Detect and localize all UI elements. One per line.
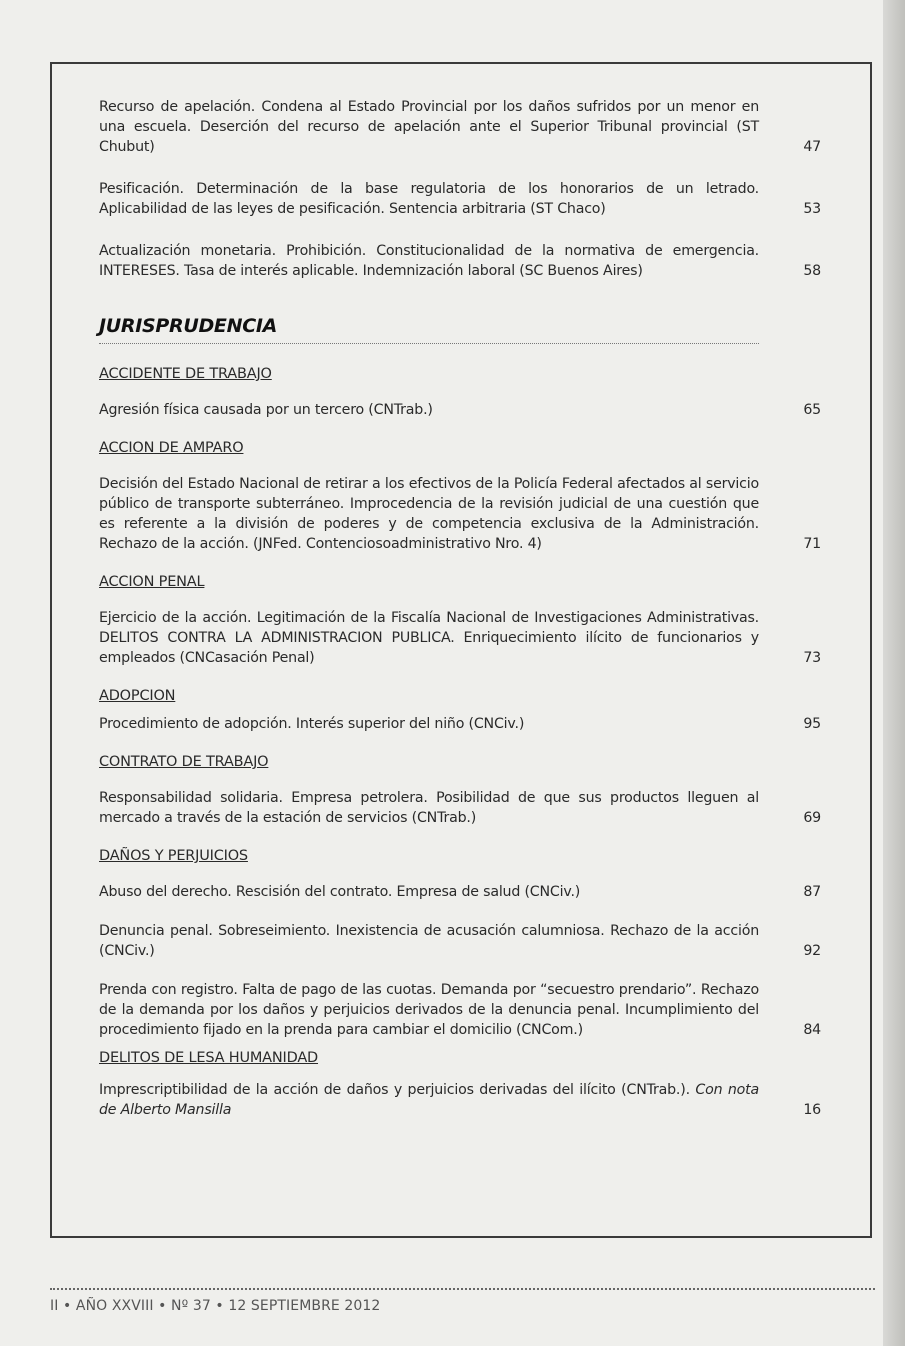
- index-entry: [99, 714, 821, 734]
- page-edge: [883, 0, 905, 1346]
- entry-page-number: 69: [803, 810, 821, 826]
- entry-page-number: 47: [803, 139, 821, 155]
- index-entry: [99, 608, 821, 668]
- entry-text: Procedimiento de adopción. Interés superior del niño (CNCiv.): [99, 716, 525, 732]
- entry-page-number: 73: [803, 650, 821, 666]
- entry-text: Pesificación. Determinación de la base regulatoria de los honorarios de un letrado. Aplicabilidad de las leyes de pesificación. Sentencia arbitraria (ST Chaco): [99, 181, 759, 217]
- section-title: JURISPRUDENCIA: [99, 315, 759, 344]
- entry-page-number: 87: [803, 884, 821, 900]
- category-heading: ACCIDENTE DE TRABAJO: [99, 366, 272, 382]
- entry-page-number: 92: [803, 943, 821, 959]
- entry-text-main: Imprescriptibilidad de la acción de daños y perjuicios derivadas del ilícito (CNTrab.).: [99, 1082, 696, 1098]
- index-entry: [99, 788, 821, 828]
- category-heading: DELITOS DE LESA HUMANIDAD: [99, 1050, 319, 1066]
- index-entry: [99, 400, 821, 420]
- index-frame: [50, 62, 872, 1238]
- entry-page-number: 65: [803, 402, 821, 418]
- index-entry: [99, 179, 821, 219]
- entry-note: Con nota de Alberto Mansilla: [99, 1082, 759, 1118]
- index-content: [99, 97, 821, 1120]
- category-heading: DAÑOS Y PERJUICIOS: [99, 848, 248, 864]
- entry-text: Ejercicio de la acción. Legitimación de la Fiscalía Nacional de Investigaciones Administrativas. DELITOS CONTRA LA ADMINISTRACION PUBLICA. Enriquecimiento ilícito de funcionarios y empleados (CNCasación Penal): [99, 610, 759, 666]
- entry-text: Responsabilidad solidaria. Empresa petrolera. Posibilidad de que sus productos lleguen al mercado a través de la estación de servicios (CNTrab.): [99, 790, 759, 826]
- category-heading: ACCION DE AMPARO: [99, 440, 244, 456]
- entry-text: Recurso de apelación. Condena al Estado Provincial por los daños sufridos por un menor en una escuela. Deserción del recurso de apelación ante el Superior Tribunal provincial (ST Chubut): [99, 99, 759, 155]
- entry-text: Prenda con registro. Falta de pago de las cuotas. Demanda por “secuestro prendario”. Rechazo de la demanda por los daños y perjuicios derivados de la denuncia penal. Incumplimiento del procedimiento fijado en la prenda para cambiar el domicilio (CNCom.): [99, 982, 759, 1038]
- index-entry: [99, 1080, 821, 1120]
- entry-text: Decisión del Estado Nacional de retirar a los efectivos de la Policía Federal afectados al servicio público de transporte subterráneo. Improcedencia de la revisión judicial de una cuestión que es referente a la división de poderes y de competencia exclusiva de la Administración. Rechazo de la acción. (JNFed. Contenciosoadministrativo Nro. 4): [99, 476, 759, 552]
- entry-page-number: 71: [803, 536, 821, 552]
- index-entry: [99, 882, 821, 902]
- entry-page-number: 95: [803, 716, 821, 732]
- index-entry: [99, 921, 821, 961]
- entry-text: Actualización monetaria. Prohibición. Constitucionalidad de la normativa de emergencia. INTERESES. Tasa de interés aplicable. Indemnización laboral (SC Buenos Aires): [99, 243, 759, 279]
- entry-page-number: 84: [803, 1022, 821, 1038]
- entry-page-number: 53: [803, 201, 821, 217]
- index-entry: [99, 474, 821, 554]
- index-entry: [99, 980, 821, 1040]
- index-entry: [99, 241, 821, 281]
- category-heading: ADOPCION: [99, 688, 176, 704]
- entry-page-number: 58: [803, 263, 821, 279]
- footer-divider: [50, 1288, 875, 1290]
- entry-page-number: 16: [803, 1102, 821, 1118]
- entry-text: Abuso del derecho. Rescisión del contrato. Empresa de salud (CNCiv.): [99, 884, 581, 900]
- index-entry: [99, 97, 821, 157]
- category-heading: CONTRATO DE TRABAJO: [99, 754, 269, 770]
- entry-text: [99, 1080, 759, 1120]
- entry-text: Agresión física causada por un tercero (CNTrab.): [99, 402, 433, 418]
- category-heading: ACCION PENAL: [99, 574, 205, 590]
- entry-text: Denuncia penal. Sobreseimiento. Inexistencia de acusación calumniosa. Rechazo de la acción (CNCiv.): [99, 923, 759, 959]
- page-footer: II • AÑO XXVIII • Nº 37 • 12 SEPTIEMBRE 2012: [50, 1298, 381, 1314]
